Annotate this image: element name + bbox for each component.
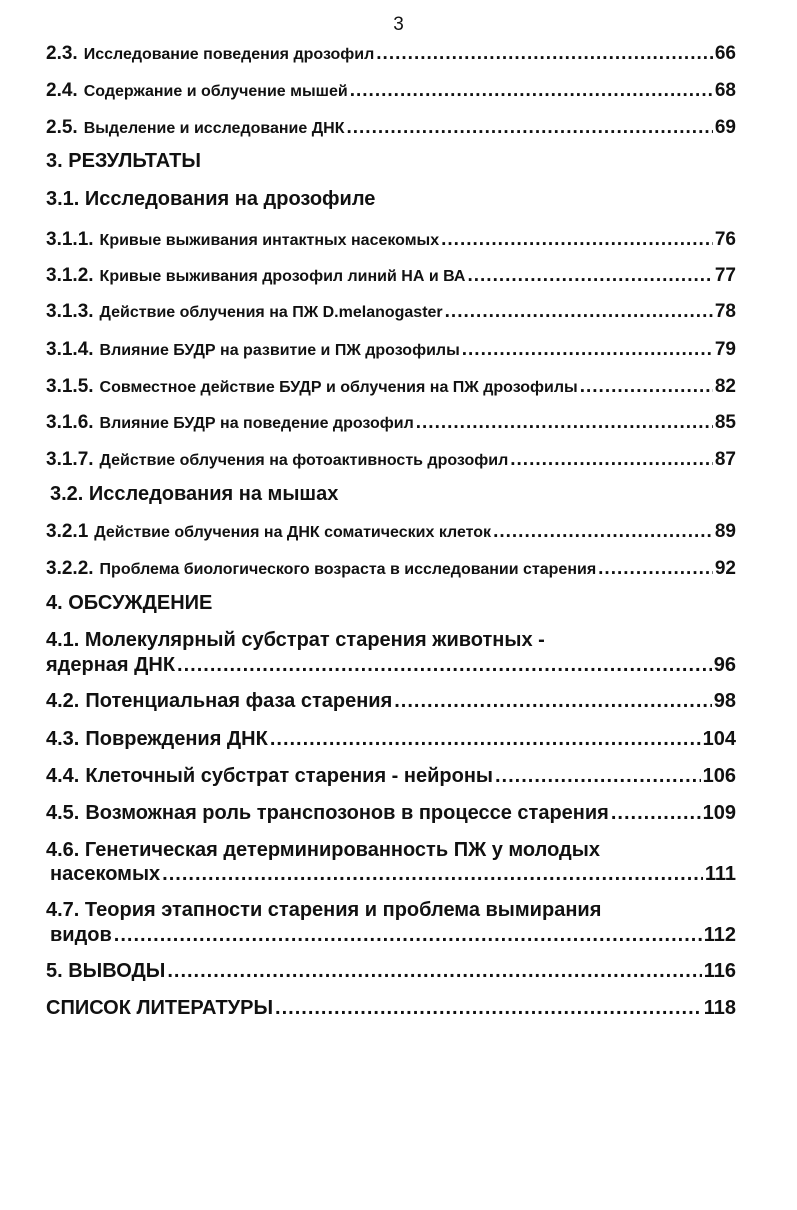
toc-entry-page: 98 — [713, 690, 736, 712]
toc-entry-number: 3.2.2. — [46, 558, 94, 579]
toc-entry-title: Клеточный субстрат старения - нейроны — [85, 765, 493, 787]
toc-entry-3-1-7[interactable] — [46, 449, 736, 471]
toc-entry-3-1-1[interactable] — [46, 229, 736, 251]
toc-entry-4-1[interactable] — [46, 654, 736, 677]
toc-entry-number: 3.1.5. — [46, 376, 94, 397]
toc-entry-title: СПИСОК ЛИТЕРАТУРЫ — [46, 997, 274, 1019]
toc-leader-dots — [510, 449, 713, 471]
toc-entry-number: 3.1.2. — [46, 265, 94, 286]
toc-leader-dots — [162, 863, 703, 886]
toc-entry-page: 76 — [714, 229, 736, 250]
toc-leader-dots — [346, 117, 712, 139]
toc-entry-page: 104 — [702, 728, 736, 750]
toc-entry-4-6[interactable] — [50, 863, 736, 886]
toc-entry-page: 66 — [714, 43, 736, 64]
toc-entry-page: 96 — [713, 654, 736, 676]
toc-entry-4-3[interactable] — [46, 728, 736, 751]
toc-leader-dots — [270, 728, 701, 751]
section-heading-3-2[interactable]: 3.2. Исследования на мышах — [50, 483, 339, 505]
toc-entry-title: Возможная роль транспозонов в процессе старения — [85, 802, 609, 824]
toc-entry-title: Кривые выживания дрозофил линий НА и ВА — [99, 268, 466, 285]
toc-entry-title: Действие облучения на ПЖ D.melanogaster — [99, 304, 443, 321]
toc-entry-title: насекомых — [50, 863, 161, 885]
toc-entry-number: 4.2. — [46, 690, 80, 712]
toc-entry-title: Исследование поведения дрозофил — [83, 46, 375, 63]
toc-leader-dots — [376, 43, 713, 65]
toc-entry-title: Потенциальная фаза старения — [85, 690, 393, 712]
toc-leader-dots — [598, 558, 713, 580]
toc-entry-page: 118 — [703, 997, 736, 1019]
toc-entry-title: Выделение и исследование ДНК — [83, 120, 345, 137]
toc-entry-number: 4.3. — [46, 728, 80, 750]
toc-entry-title: Проблема биологического возраста в исследовании старения — [99, 561, 597, 578]
toc-leader-dots — [177, 654, 712, 677]
toc-entry-3-1-5[interactable] — [46, 376, 736, 398]
toc-entry-2-4[interactable] — [46, 80, 736, 102]
toc-entry-number: 3.1.6. — [46, 412, 94, 433]
toc-entry-title: ядерная ДНК — [46, 654, 176, 676]
toc-leader-dots — [611, 802, 701, 825]
toc-entry-page: 92 — [714, 558, 736, 579]
toc-entry-page: 79 — [714, 339, 736, 360]
toc-entry-number: 4.5. — [46, 802, 80, 824]
toc-entry-number: 2.4. — [46, 80, 78, 101]
toc-entry-number: 3.1.4. — [46, 339, 94, 360]
toc-entry-page: 85 — [714, 412, 736, 433]
toc-entry-page: 77 — [714, 265, 736, 286]
toc-entry-3-2-2[interactable] — [46, 558, 736, 580]
toc-entry-page: 111 — [704, 863, 736, 885]
toc-leader-dots — [493, 521, 713, 543]
toc-entry-number: 3.1.3. — [46, 301, 94, 322]
toc-entry-page: 89 — [714, 521, 736, 542]
toc-entry-title: Повреждения ДНК — [85, 728, 268, 750]
toc-entry-2-3[interactable] — [46, 43, 736, 65]
toc-entry-number: 3.1.7. — [46, 449, 94, 470]
toc-entry-3-1-2[interactable] — [46, 265, 736, 287]
toc-entry-title: Содержание и облучение мышей — [83, 83, 348, 100]
toc-entry-2-5[interactable] — [46, 117, 736, 139]
section-heading-4[interactable]: 4. ОБСУЖДЕНИЕ — [46, 592, 213, 614]
toc-entry-3-2-1[interactable] — [46, 521, 736, 543]
toc-leader-dots — [580, 376, 713, 398]
section-heading-3[interactable]: 3. РЕЗУЛЬТАТЫ — [46, 150, 201, 172]
page-number: 3 — [393, 14, 404, 35]
toc-entry-page: 87 — [714, 449, 736, 470]
toc-leader-dots — [445, 301, 713, 323]
toc-entry-page: 68 — [714, 80, 736, 101]
toc-leader-dots — [167, 960, 701, 983]
toc-entry-4-2[interactable] — [46, 690, 736, 713]
toc-entry-title: Действие облучения на фотоактивность дрозофил — [99, 452, 509, 469]
toc-entry-number: 3.1.1. — [46, 229, 94, 250]
toc-entry-3-1-3[interactable] — [46, 301, 736, 323]
toc-entry-page: 112 — [703, 924, 736, 946]
toc-leader-dots — [350, 80, 713, 102]
toc-entry-4-5[interactable] — [46, 802, 736, 825]
toc-entry-4-6-line1[interactable]: 4.6. Генетическая детерминированность ПЖ у молодых — [46, 839, 600, 861]
toc-entry-4-4[interactable] — [46, 765, 736, 788]
toc-leader-dots — [416, 412, 713, 434]
toc-leader-dots — [495, 765, 701, 788]
toc-entry-number: 2.3. — [46, 43, 78, 64]
toc-entry-page: 69 — [714, 117, 736, 138]
toc-entry-number: 2.5. — [46, 117, 78, 138]
toc-entry-4-7[interactable] — [50, 924, 736, 947]
toc-entry-title: Влияние БУДР на поведение дрозофил — [99, 415, 414, 432]
toc-entry-page: 82 — [714, 376, 736, 397]
toc-entry-page: 106 — [702, 765, 736, 787]
toc-leader-dots — [114, 924, 702, 947]
toc-leader-dots — [275, 997, 702, 1020]
toc-entry-number: 4.4. — [46, 765, 80, 787]
toc-entry-title: Кривые выживания интактных насекомых — [99, 232, 440, 249]
toc-entry-title: видов — [50, 924, 112, 946]
toc-entry-3-1-4[interactable] — [46, 339, 736, 361]
toc-entry-4-1-line1[interactable]: 4.1. Молекулярный субстрат старения животных - — [46, 629, 545, 651]
toc-leader-dots — [394, 690, 712, 713]
toc-entry-page: 116 — [703, 960, 736, 982]
toc-leader-dots — [467, 265, 712, 287]
toc-entry-5[interactable] — [46, 960, 736, 983]
toc-entry-3-1-6[interactable] — [46, 412, 736, 434]
toc-entry-4-7-line1[interactable]: 4.7. Теория этапности старения и проблема вымирания — [46, 899, 602, 921]
toc-entry-page: 109 — [702, 802, 736, 824]
toc-entry-number: 3.2.1 — [46, 521, 89, 542]
toc-entry-references[interactable] — [46, 997, 736, 1020]
toc-entry-page: 78 — [714, 301, 736, 322]
toc-entry-title: 5. ВЫВОДЫ — [46, 960, 166, 982]
toc-entry-title: Влияние БУДР на развитие и ПЖ дрозофилы — [99, 342, 460, 359]
toc-entry-title: Совместное действие БУДР и облучения на ПЖ дрозофилы — [99, 379, 578, 396]
toc-entry-title: Действие облучения на ДНК соматических клеток — [94, 524, 492, 541]
toc-leader-dots — [462, 339, 713, 361]
section-heading-3-1[interactable]: 3.1. Исследования на дрозофиле — [46, 188, 376, 210]
toc-leader-dots — [441, 229, 713, 251]
